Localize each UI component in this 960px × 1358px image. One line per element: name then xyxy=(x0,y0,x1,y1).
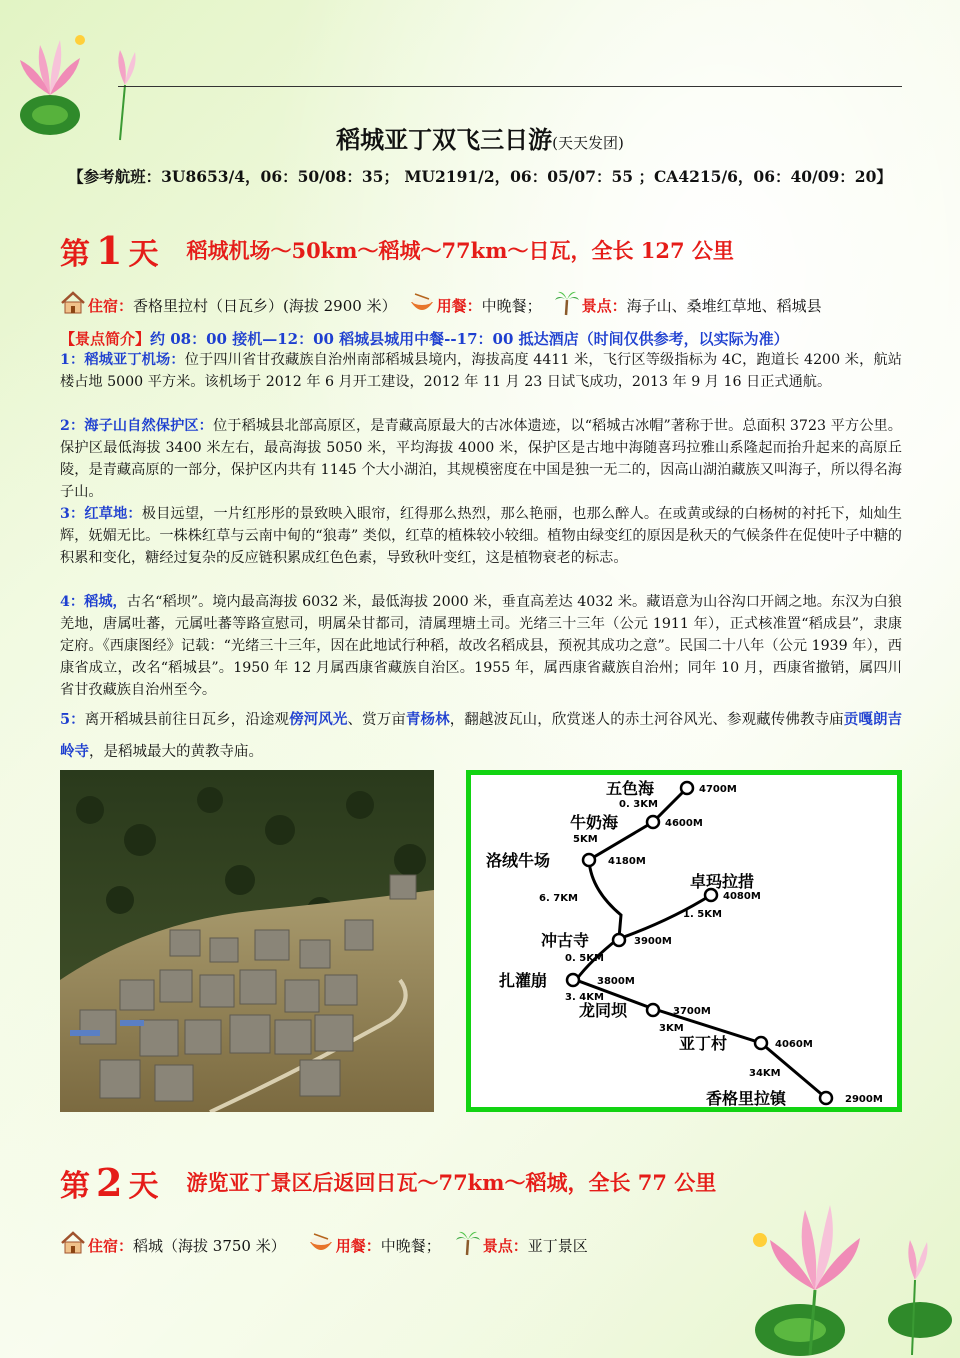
village-photo xyxy=(60,770,434,1112)
header-rule xyxy=(118,86,902,87)
map-stop-name: 香格里拉镇 xyxy=(706,1089,787,1107)
day1-item-1: 1：稻城亚丁机场：位于四川省甘孜藏族自治州南部稻城县境内，海拔高度 4411 米，飞行区等级指标为 4C，跑道长 4200 米，航站楼占地 5000 平方米。该机场于 2012 年 6 月开工建设，2012 年 11 月 23 日试飞成功，2013 年 9 月 16 日正式通航。 xyxy=(60,352,902,390)
map-stop-altitude: 3700M xyxy=(673,1006,711,1017)
day2-route: 游览亚丁景区后返回日瓦～77km～稻城，全长 77 公里 xyxy=(186,1170,717,1195)
map-stop-name: 牛奶海 xyxy=(570,813,619,832)
day1-meta: 住宿： 香格里拉村（日瓦乡）(海拔 2900 米） 用餐： 中晚餐； 景点： 海子山、桑堆红草地、稻城县 xyxy=(60,290,822,316)
map-stop-altitude: 4700M xyxy=(699,784,737,795)
map-stop-name: 冲古寺 xyxy=(541,931,590,950)
day1-item-4: 4：稻城，古名“稻坝”。境内最高海拔 6032 米，最低海拔 2000 米，垂直高差达 4032 米。藏语意为山谷沟口开阔之地。东汉为白狼羌地，唐属吐蕃，元属吐蕃等路宣慰司，明属朵甘都司，清属理塘土司。光绪三十三年（公元 1911 年），正式核准置“稻成县”，隶康定府。《西康图经》记载：“光绪三十三年，因在此地试行种稻，故改名稻成县，预祝其成功之意”。民国二十八年（公元 1939 年），西康省成立，改名“稻城县”。1950 年 12 月属西康省藏族自治区。1955 年，属西康省藏族自治州；同年 10 月，西康省撤销，属四川省甘孜藏族自治州至今。 xyxy=(60,594,902,698)
map-stop-altitude: 4600M xyxy=(665,818,703,829)
house-icon xyxy=(60,290,86,316)
map-stop-name: 卓玛拉措 xyxy=(690,872,755,891)
day1-item-2: 2：海子山自然保护区：位于稻城县北部高原区，是青藏高原最大的古冰体遗迹，以“稻城古冰帽”著称于世。总面积 3723 平方公里。保护区最低海拔 3400 米左右，最高海拔 5050 米，平均海拔 4000 米，保护区是古地中海随喜玛拉雅山系隆起而抬升起来的高原丘陵，是青藏高原的一部分，保护区内共有 1145 个大小湖泊，其规模密度在中国是独一无二的，因高山湖泊藏族又叫海子，所以得名海子山。 xyxy=(60,418,902,500)
map-stop-altitude: 3900M xyxy=(634,936,672,947)
day2-meta: 住宿： 稻城（海拔 3750 米） 用餐： 中晚餐； 景点： 亚丁景区 xyxy=(60,1230,588,1256)
map-stop-altitude: 4080M xyxy=(723,891,761,902)
day1-item-3: 3：红草地：极目远望，一片红彤彤的景致映入眼帘，红得那么热烈，那么艳丽，也那么醉人。在或黄或绿的白杨树的衬托下，灿灿生辉，妩媚无比。一株株红草与云南中甸的“狼毒” 类似，红草的植株较小较细。植物由绿变红的原因是秋天的气候条件在促使叶子中糖的积累和变化，糖经过复杂的反应链积累成红色色素，导致秋叶变红，这是植物衰老的标志。 xyxy=(60,506,902,566)
house-icon xyxy=(60,1230,86,1256)
map-distance: 0. 3KM xyxy=(619,799,658,810)
palm-tree-icon xyxy=(455,1230,481,1256)
lotus-flower-icon xyxy=(730,1170,960,1358)
map-stop-altitude: 4180M xyxy=(608,856,646,867)
map-distance: 1. 5KM xyxy=(683,909,722,920)
food-bowl-icon xyxy=(409,290,435,316)
route-map xyxy=(466,770,902,1112)
map-distance: 0. 5KM xyxy=(565,953,604,964)
map-stop-name: 亚丁村 xyxy=(679,1034,728,1053)
map-stop-altitude: 4060M xyxy=(775,1039,813,1050)
day1-route: 稻城机场～50km～稻城～77km～日瓦，全长 127 公里 xyxy=(186,238,734,263)
map-distance: 3. 4KM xyxy=(565,992,604,1003)
page-title: 稻城亚丁双飞三日游(天天发团) xyxy=(336,125,624,154)
map-distance: 6. 7KM xyxy=(539,893,578,904)
food-bowl-icon xyxy=(308,1230,334,1256)
map-distance: 3KM xyxy=(659,1023,684,1034)
day1-item-5: 5：离开稻城县前往日瓦乡，沿途观傍河风光、赏万亩青杨林，翻越波瓦山，欣赏迷人的赤土河谷风光、参观藏传佛教寺庙贡嘎朗吉岭寺，是稻城最大的黄教寺庙。 xyxy=(60,711,903,760)
map-stop-name: 洛绒牛场 xyxy=(486,851,551,870)
map-stop-name: 龙同坝 xyxy=(579,1001,628,1020)
palm-tree-icon xyxy=(554,290,580,316)
map-stop-altitude: 3800M xyxy=(597,976,635,987)
day1-intro: 【景点简介】约 08：00 接机—12：00 稻城县城用中餐--17：00 抵达酒店（时间仅供参考，以实际为准） xyxy=(60,330,789,348)
day2-heading: 第 2 天 游览亚丁景区后返回日瓦～77km～稻城，全长 77 公里 xyxy=(60,1160,717,1205)
map-stop-name: 扎灌崩 xyxy=(499,971,548,990)
day1-heading: 第 1 天 稻城机场～50km～稻城～77km～日瓦，全长 127 公里 xyxy=(60,228,734,273)
map-stop-altitude: 2900M xyxy=(845,1094,883,1105)
map-stop-name: 五色海 xyxy=(606,779,655,798)
map-distance: 34KM xyxy=(749,1068,781,1079)
flight-info: 【参考航班：3U8653/4，06：50/08：35； MU2191/2，06：05/07：55 ；CA4215/6，06：40/09：20】 xyxy=(68,167,892,186)
map-distance: 5KM xyxy=(573,834,598,845)
